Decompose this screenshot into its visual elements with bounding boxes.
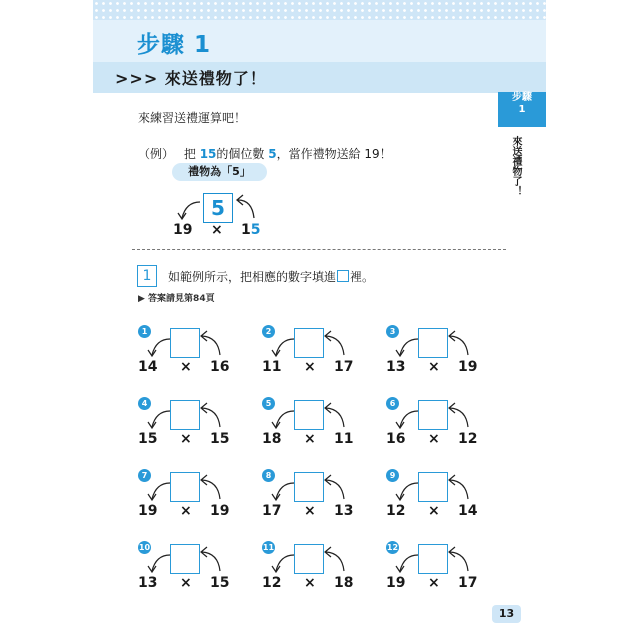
problem-item — [262, 397, 362, 447]
problem-right-number: 15 — [210, 431, 230, 447]
answer-box[interactable] — [418, 472, 448, 502]
answer-box[interactable] — [418, 400, 448, 430]
problem-times: × — [304, 431, 316, 447]
example-num-5: 5 — [268, 147, 277, 161]
answer-box[interactable] — [170, 472, 200, 502]
side-tab-number: 1 — [518, 104, 526, 115]
problem-times: × — [304, 575, 316, 591]
problem-times: × — [428, 359, 440, 375]
problem-right-number: 19 — [458, 359, 478, 375]
step-title: 步驟 1 — [137, 32, 212, 58]
problem-times: × — [428, 431, 440, 447]
problem-left-number: 18 — [262, 431, 282, 447]
example-label: （例） — [138, 147, 175, 161]
problem-left-number: 14 — [138, 359, 158, 375]
example-text-post: ，當作禮物送給 19！ — [276, 147, 392, 161]
problem-number-badge: 1 — [138, 325, 151, 338]
example-times: × — [211, 222, 223, 238]
answer-box[interactable] — [170, 400, 200, 430]
answer-box[interactable] — [418, 544, 448, 574]
problem-right-number: 18 — [334, 575, 354, 591]
problem-times: × — [304, 503, 316, 519]
problem-left-number: 19 — [138, 503, 158, 519]
problem-right-number: 13 — [334, 503, 354, 519]
example-line — [138, 145, 392, 162]
question-text-pre: 如範例所示，把相應的數字填進 — [168, 270, 337, 284]
problem-number-badge: 4 — [138, 397, 151, 410]
problem-number-badge: 12 — [386, 543, 399, 552]
example-left-number: 19 — [173, 222, 193, 238]
problem-right-number: 12 — [458, 431, 478, 447]
question-text-post: 裡。 — [350, 270, 375, 284]
problem-left-number: 15 — [138, 431, 158, 447]
section-subtitle: >>> 來送禮物了！ — [115, 69, 267, 88]
answer-box[interactable] — [294, 400, 324, 430]
problem-left-number: 16 — [386, 431, 406, 447]
problem-times: × — [304, 359, 316, 375]
side-tab-step: 步驟 — [512, 92, 532, 103]
problem-left-number: 13 — [386, 359, 406, 375]
problem-number-badge: 2 — [262, 325, 275, 338]
example-right-number — [241, 222, 261, 238]
problem-times: × — [180, 359, 192, 375]
answer-reference: ▶ 答案請見第84頁 — [138, 294, 215, 304]
problem-number-badge: 3 — [386, 325, 399, 338]
answer-box-icon — [337, 270, 349, 282]
problem-item — [262, 469, 362, 519]
problem-left-number: 13 — [138, 575, 158, 591]
answer-box[interactable] — [294, 544, 324, 574]
answer-box[interactable] — [418, 328, 448, 358]
problem-times: × — [180, 503, 192, 519]
problem-item — [386, 325, 486, 375]
question-number: 1 — [137, 265, 157, 287]
page-number: 13 — [492, 605, 521, 623]
problem-item — [262, 325, 362, 375]
answer-box[interactable] — [170, 328, 200, 358]
problem-number-badge: 11 — [262, 543, 275, 552]
problem-number-badge: 7 — [138, 469, 151, 482]
example-right-tens: 1 — [241, 222, 251, 238]
problem-times: × — [428, 503, 440, 519]
problem-times: × — [180, 575, 192, 591]
problem-item — [262, 541, 362, 591]
problem-item — [138, 469, 238, 519]
gift-label-pill: 禮物為「5」 — [172, 163, 267, 181]
example-text-pre: 把 — [183, 147, 196, 161]
side-tab — [498, 92, 546, 127]
problem-left-number: 11 — [262, 359, 282, 375]
example-text-mid: 的個位數 — [216, 147, 265, 161]
answer-box[interactable] — [170, 544, 200, 574]
problem-right-number: 17 — [334, 359, 354, 375]
problem-item — [138, 397, 238, 447]
problem-number-badge: 8 — [262, 469, 275, 482]
problem-item — [386, 541, 486, 591]
question-text — [168, 268, 374, 285]
problem-right-number: 15 — [210, 575, 230, 591]
problem-times: × — [428, 575, 440, 591]
side-tab-title: 來送禮物了！ — [510, 136, 521, 196]
problem-left-number: 17 — [262, 503, 282, 519]
problem-right-number: 16 — [210, 359, 230, 375]
problem-number-badge: 9 — [386, 469, 399, 482]
problem-item — [138, 541, 238, 591]
example-right-ones: 5 — [250, 222, 261, 238]
problem-left-number: 19 — [386, 575, 406, 591]
answer-box[interactable] — [294, 328, 324, 358]
problem-number-badge: 10 — [138, 543, 151, 552]
section-divider — [132, 249, 506, 250]
problem-right-number: 19 — [210, 503, 230, 519]
problem-left-number: 12 — [386, 503, 406, 519]
problem-item — [386, 397, 486, 447]
problem-right-number: 17 — [458, 575, 478, 591]
problem-item — [138, 325, 238, 375]
problem-item — [386, 469, 486, 519]
answer-box[interactable] — [294, 472, 324, 502]
problem-right-number: 14 — [458, 503, 478, 519]
problem-left-number: 12 — [262, 575, 282, 591]
problem-right-number: 11 — [334, 431, 354, 447]
problem-times: × — [180, 431, 192, 447]
problem-number-badge: 5 — [262, 397, 275, 410]
header-pattern-band — [93, 0, 546, 20]
example-num-15: 15 — [199, 147, 217, 161]
intro-text: 來練習送禮運算吧！ — [138, 111, 247, 125]
example-gift-box: 5 — [203, 193, 233, 223]
problem-number-badge: 6 — [386, 397, 399, 410]
